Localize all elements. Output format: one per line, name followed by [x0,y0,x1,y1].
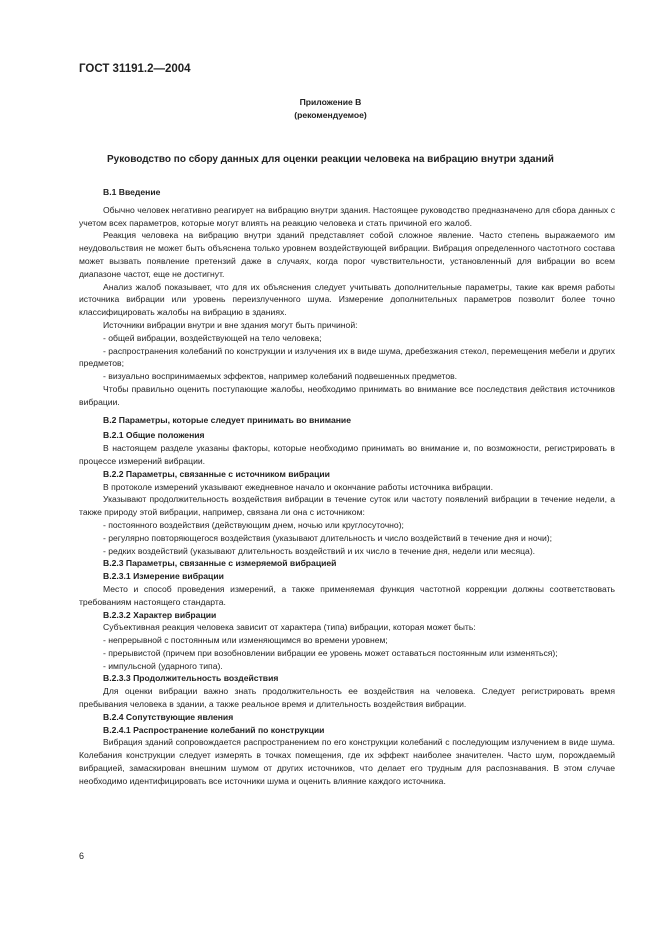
subsection-heading: В.2.3 Параметры, связанные с измеряемой вибрацией [103,558,337,569]
paragraph: Источники вибрации внутри и вне здания могут быть причиной: [103,319,358,330]
paragraph: Субъективная реакция человека зависит от характера (типа) вибрации, которая может быть: [103,622,476,633]
standard-code: ГОСТ 31191.2—2004 [79,63,191,75]
paragraph: Вибрация зданий сопровождается распространением по его конструкции колебаний с последующим излучением в виде шума. Колебания конструкции следует измерять в точках помещения, где их эффект наиболее значителен. Часто шум, порождаемый вибрацией, замаскирован внешним шумом от других источников, что делает его трудным для распознавания. В этом случае необходимо идентифицировать все источники шума и оценить влияние каждого источника. [79,737,615,786]
document-title: Руководство по сбору данных для оценки реакции человека на вибрацию внутри зданий [107,154,554,165]
paragraph: Реакция человека на вибрацию внутри зданий представляет собой сложное явление. Часто степень выражаемого им неудовольствия не может быть объяснена только уровнем воздействующей вибрации. Вибрация определенного частотного состава может вызвать появление претензий даже в случаях, когда порог чувствительности, установленный для вибрации во всем диапазоне частот, еще не достигнут. [79,230,615,279]
list-item: - распространения колебаний по конструкции и излучения их в виде шума, дребезжания стекол, перемещения мебели и других предметов; [79,345,615,369]
section-heading: В.2 Параметры, которые следует принимать во внимание [103,414,351,425]
section-heading: В.1 Введение [103,187,161,197]
list-item: - визуально воспринимаемых эффектов, например колебаний подвешенных предметов. [103,371,458,382]
list-item: - редких воздействий (указывают длительность воздействий и их число в течение дня, недели или месяца). [103,545,536,556]
subsection-heading: В.2.3.3 Продолжительность воздействия [103,673,279,684]
list-item: - регулярно повторяющегося воздействия (указывают длительность и число воздействий в течение дня и ночи); [103,532,553,543]
paragraph: Обычно человек негативно реагирует на вибрацию внутри здания. Настоящее руководство предназначено для сбора данных с учетом всех параметров, которые могут влиять на реакцию человека и стать причиной его жалоб. [79,204,615,228]
list-item: - непрерывной с постоянным или изменяющимся во времени уровнем; [103,635,388,646]
subsection-heading: В.2.1 Общие положения [103,430,205,441]
page-number: 6 [79,851,85,861]
paragraph: Место и способ проведения измерений, а также применяемая функция частотной коррекции должны соответствовать требованиям настоящего стандарта. [79,583,615,607]
subsection-heading: В.2.3.2 Характер вибрации [103,609,217,620]
paragraph: Для оценки вибрации важно знать продолжительность ее воздействия на человека. Следует регистрировать время пребывания человека в здании, а также реальное время и длительность воздействия вибрации. [79,686,615,710]
list-item: - импульсной (ударного типа). [103,660,223,671]
document-body [79,186,615,788]
list-item: - постоянного воздействия (действующим днем, ночью или круглосуточно); [103,519,404,530]
paragraph: В протоколе измерений указывают ежедневное начало и окончание работы источника вибрации. [103,481,493,492]
paragraph: Анализ жалоб показывает, что для их объяснения следует учитывать дополнительные параметры, такие как время работы источника вибрации или уровень переизлученного шума. Измерение дополнительных параметров позволит более точно классифицировать жалобы на вибрацию в зданиях. [79,281,615,318]
annex-type: (рекомендуемое) [294,110,367,120]
paragraph: Указывают продолжительность воздействия вибрации в течение суток или частоту появлений вибрации в течение недели, а также природу этой вибрации, например, связана ли она с источником: [79,494,615,518]
list-item: - общей вибрации, воздействующей на тело человека; [103,332,322,343]
paragraph: Чтобы правильно оценить поступающие жалобы, необходимо принимать во внимание все последствия действия источников вибрации. [79,383,615,407]
subsection-heading: В.2.3.1 Измерение вибрации [103,571,224,582]
paragraph: В настоящем разделе указаны факторы, которые необходимо принимать во внимание и, по возможности, регистрировать в процессе измерений вибрации. [79,443,615,466]
annex-title: Приложение В [299,97,362,107]
subsection-heading: В.2.4.1 Распространение колебаний по конструкции [103,724,325,735]
subsection-heading: В.2.2 Параметры, связанные с источником вибрации [103,468,330,479]
list-item: - прерывистой (причем при возобновлении вибрации ее уровень может оставаться постоянным или изменяться); [103,647,558,658]
subsection-heading: В.2.4 Сопутствующие явления [103,711,234,722]
